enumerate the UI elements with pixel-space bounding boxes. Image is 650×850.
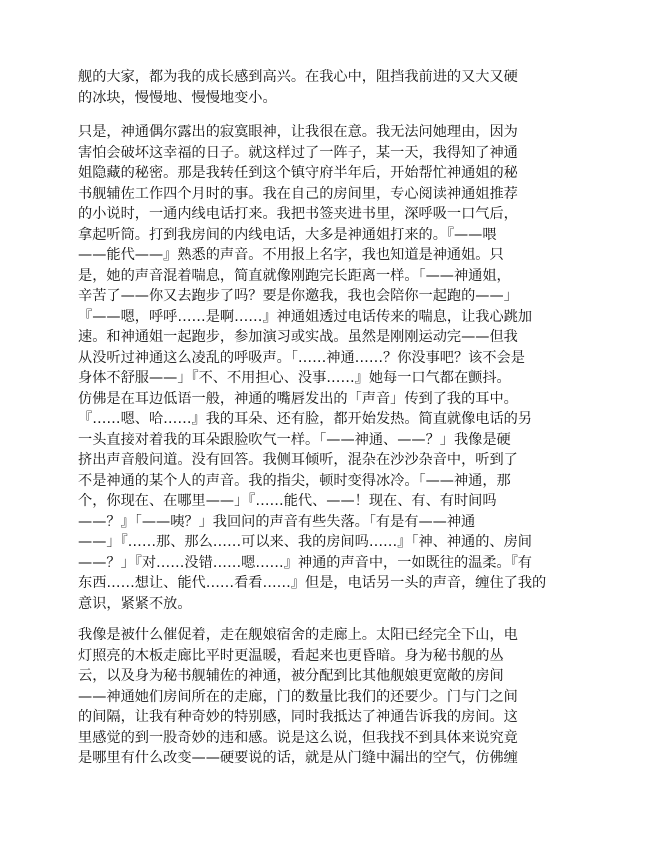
paragraph-1	[78, 67, 574, 108]
text-line: 我像是被什么催促着，走在舰娘宿舍的走廊上。太阳已经完全下山，电	[78, 627, 518, 643]
text-line: 一头直接对着我的耳朵跟脸吹气一样。「——神通、——？」我像是硬	[78, 431, 511, 448]
text-line: 速。和神通姐一起跑步，参加演习或实战。虽然是刚刚运动完——但我	[78, 329, 518, 345]
text-line: 拿起听筒。打到我房间的内线电话，大多是神通姐打来的。『——喂	[78, 226, 497, 243]
text-line: 灯照亮的木板走廊比平时更温暖，看起来也更昏暗。身为秘书舰的丛	[78, 647, 504, 664]
text-line: 害怕会破坏这幸福的日子。就这样过了一阵子，某一天，我得知了神通	[78, 144, 518, 161]
text-line: 从没听过神通这么凌乱的呼吸声。「……神通……？你没事吧？该不会是	[78, 349, 525, 366]
text-line: 是，她的声音混着喘息，简直就像刚跑完长距离一样。「——神通姐，	[78, 267, 511, 284]
text-line: 云，以及身为秘书舰辅佐的神通，被分配到比其他舰娘更宽敞的房间	[78, 668, 504, 684]
text-line: 的小说时，一通内线电话打来。我把书签夹进书里，深呼吸一口气后，	[78, 206, 518, 222]
paragraph-2	[78, 122, 574, 614]
text-line: 个，你现在、在哪里——」『……能代、——！现在、有、有时间吗	[78, 493, 497, 509]
text-line: 不是神通的某个人的声音。我的指尖，顿时变得冰冷。「——神通，那	[78, 472, 511, 489]
text-line: 身体不舒服——」『不、不用担心、没事……』她每一口气都在颤抖。	[78, 370, 511, 386]
text-line: ——？』「——咦？」我回问的声音有些失落。「有是有——神通	[78, 513, 476, 530]
text-line: 『——嗯，呼呼……是啊……』神通姐透过电话传来的喘息，让我心跳加	[78, 308, 533, 325]
text-line: ——神通她们房间所在的走廊，门的数量比我们的还要少。门与门之间	[78, 688, 518, 705]
text-line: 『……嗯、哈……』我的耳朵、还有脸，都开始发热。简直就像电话的另	[78, 411, 533, 427]
text-line: 的间隔，让我有种奇妙的特别感，同时我抵达了神通告诉我的房间。这	[78, 709, 518, 725]
text-line: 东西……想让、能代……看看……』但是，电话另一头的声音，缠住了我的	[78, 575, 547, 591]
text-line: ——」『……那、那么……可以来、我的房间吗……』「神、神通的、房间	[78, 534, 532, 550]
text-line: 只是，神通偶尔露出的寂寞眼神，让我很在意。我无法问她理由，因为	[78, 124, 518, 140]
text-line: ——？」『对……没错……嗯……』神通的声音中，一如既往的温柔。『有	[78, 554, 532, 571]
text-line: 的冰块，慢慢地、慢慢地变小。	[78, 89, 277, 106]
paragraph-3	[78, 625, 574, 769]
text-line: 舰的大家，都为我的成长感到高兴。在我心中，阻挡我前进的又大又硬	[78, 69, 518, 85]
text-line: 仿佛是在耳边低语一般，神通的嘴唇发出的「声音」传到了我的耳中。	[78, 390, 518, 407]
text-line: 辛苦了——你又去跑步了吗？要是你邀我，我也会陪你一起跑的——」	[78, 288, 518, 304]
text-line: 是哪里有什么改变——硬要说的话，就是从门缝中漏出的空气，仿佛缠	[78, 750, 518, 766]
text-line: 里感觉的到一股奇妙的违和感。说是这么说，但我找不到具体来说究竟	[78, 729, 518, 746]
text-line: 姐隐藏的秘密。那是我转任到这个镇守府半年后，开始帮忙神通姐的秘	[78, 165, 518, 181]
text-line: 书舰辅佐工作四个月时的事。我在自己的房间里，专心阅读神通姐推荐	[78, 185, 518, 202]
text-line: ——能代——』熟悉的声音。不用报上名字，我也知道是神通姐。只	[78, 247, 504, 263]
text-line: 挤出声音般问道。没有回答。我侧耳倾听，混杂在沙沙杂音中，听到了	[78, 452, 518, 468]
text-line: 意识，紧紧不放。	[78, 595, 192, 612]
